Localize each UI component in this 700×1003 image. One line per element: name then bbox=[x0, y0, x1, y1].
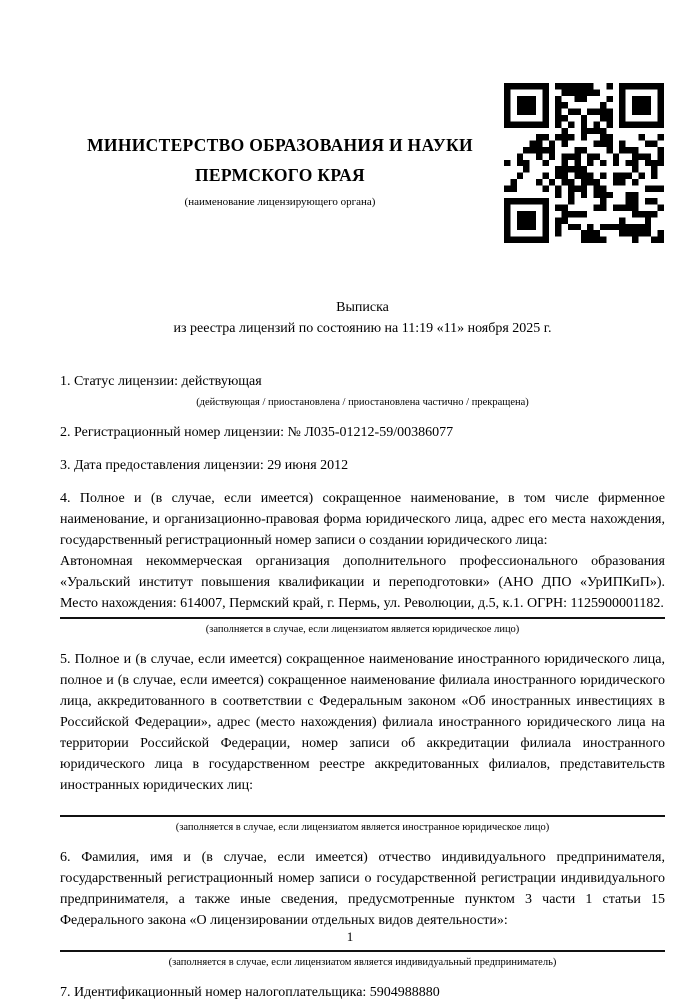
document-title-line1: Выписка bbox=[336, 300, 389, 315]
item-4-note: (заполняется в случае, если лицензиатом является юридическое лицо) bbox=[205, 624, 520, 635]
item-1-note: (действующая / приостановлена / приостановлена частично / прекращена) bbox=[196, 397, 529, 408]
ministry-name-line1: МИНИСТЕРСТВО ОБРАЗОВАНИЯ И НАУКИ bbox=[87, 135, 473, 155]
item-5-foreign-entity-label: 5. Полное и (в случае, если имеется) сокращенное наименование иностранного юридического лица, полное и (в случае, если имеется) сокращенное наименование филиала иностранного юридического лица, аккредитованного в соответствии с Федеральным законом «Об иностранных инвестициях в Российской Федерации», адрес (место нахождения) филиала иностранного юридического лица на территории Российской Федерации, номер записи об аккредитации филиала иностранного юридического лица в государственном реестре аккредитованных филиалов, представительств иностранных юридических лиц: bbox=[60, 652, 665, 793]
page-number: 1 bbox=[346, 929, 354, 944]
item-2-registration-number: 2. Регистрационный номер лицензии: № Л035-01212-59/00386077 bbox=[60, 425, 454, 440]
item-1-license-status: 1. Статус лицензии: действующая bbox=[60, 374, 262, 389]
item-6-underline bbox=[60, 950, 665, 952]
item-4-legal-entity-value: Автономная некоммерческая организация дополнительного профессионального образования «Уральский институт повышения квалификации и переподготовки» (АНО ДПО «УрИПКиП»). Место нахождения: 614007, Пермский край, г. Пермь, ул. Революции, д.5, к.1. ОГРН: 1125900001182. bbox=[60, 554, 665, 611]
item-5-underline bbox=[60, 815, 665, 817]
item-3-grant-date: 3. Дата предоставления лицензии: 29 июня 2012 bbox=[60, 458, 349, 473]
item-6-note: (заполняется в случае, если лицензиатом является индивидуальный предприниматель) bbox=[168, 957, 557, 968]
licensing-authority-header bbox=[60, 130, 500, 209]
ministry-name-line2: ПЕРМСКОГО КРАЯ bbox=[195, 165, 365, 185]
item-5-note: (заполняется в случае, если лицензиатом является иностранное юридическое лицо) bbox=[175, 822, 550, 833]
item-4-underline bbox=[60, 617, 665, 619]
document-title-line2: из реестра лицензий по состоянию на 11:19 «11» ноября 2025 г. bbox=[173, 321, 552, 336]
item-7-taxpayer-id: 7. Идентификационный номер налогоплательщика: 5904988880 bbox=[60, 985, 440, 1000]
qr-code bbox=[504, 83, 664, 243]
ministry-name bbox=[60, 130, 500, 190]
item-6-individual-entrepreneur-label: 6. Фамилия, имя и (в случае, если имеется) отчество индивидуального предпринимателя, государственный регистрационный номер записи о государственной регистрации индивидуального предпринимателя, а также иные сведения, предусмотренные пунктом 3 части 1 статьи 15 Федерального закона «О лицензировании отдельных видов деятельности»: bbox=[60, 850, 665, 928]
licensing-authority-caption: (наименование лицензирующего органа) bbox=[184, 196, 376, 208]
document-title bbox=[60, 297, 665, 339]
item-4-legal-entity-label: 4. Полное и (в случае, если имеется) сокращенное наименование, в том числе фирменное наименование, и организационно-правовая форма юридического лица, адрес его места нахождения, государственный регистрационный номер записи о создании юридического лица: bbox=[60, 491, 665, 548]
document-body bbox=[60, 297, 665, 1003]
